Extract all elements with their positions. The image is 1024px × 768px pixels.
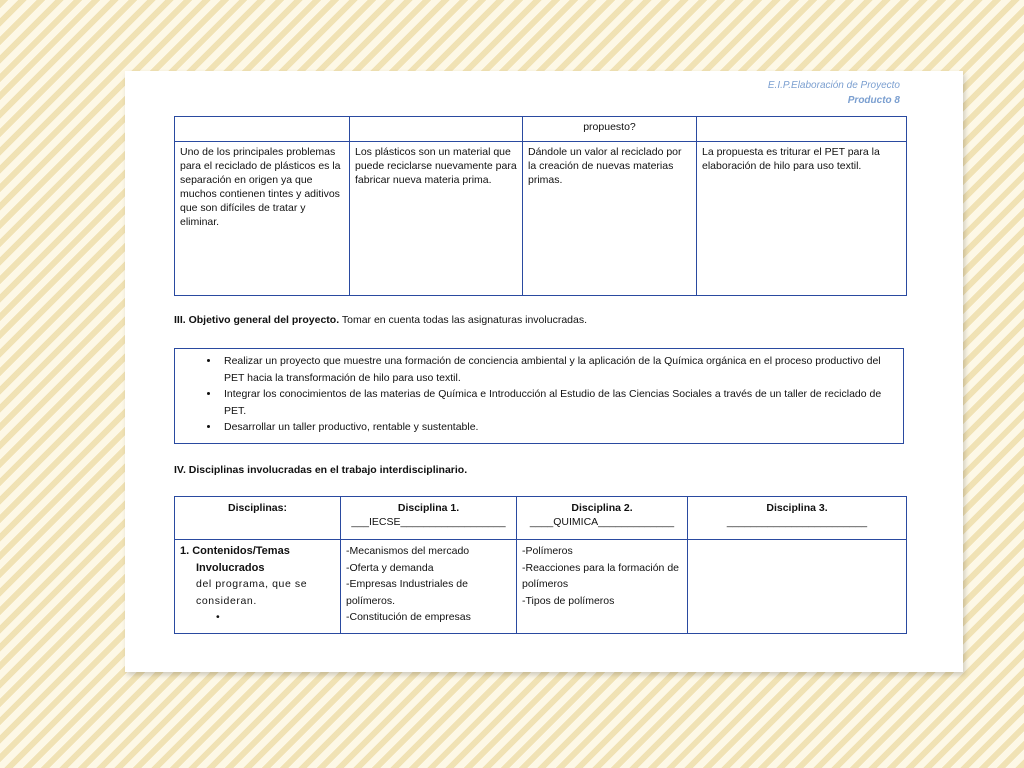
table-cell bbox=[175, 540, 341, 634]
disciplines-table bbox=[174, 496, 907, 634]
list-item: -Mecanismos del mercado bbox=[346, 545, 470, 557]
row-bullet: • bbox=[216, 611, 220, 623]
list-item: • Realizar un proyecto que muestre una formación de conciencia ambiental y la aplicación de la Química orgánica en el proceso productivo del PET hacia la transformación de hilo para uso textil. bbox=[220, 353, 903, 386]
header-cell bbox=[517, 497, 688, 540]
section-4-heading: IV. Disciplinas involucradas en el trabajo interdisciplinario. bbox=[174, 464, 468, 476]
document-page bbox=[125, 71, 963, 672]
objectives-list bbox=[175, 353, 903, 436]
table-cell: Los plásticos son un material que puede reciclarse nuevamente para fabricar nueva materia prima. bbox=[350, 142, 523, 296]
table-cell: Uno de los principales problemas para el reciclado de plásticos es la separación en origen ya que muchos contienen tintes y aditivos que son difíciles de tratar y eliminar. bbox=[175, 142, 350, 296]
header-label: Disciplina 3. bbox=[766, 502, 828, 514]
row-text: del programa, que se consideran. bbox=[196, 578, 308, 607]
list-item: -Empresas Industriales de polímeros. bbox=[346, 578, 468, 607]
table-header-row bbox=[175, 497, 907, 540]
table-cell bbox=[175, 117, 350, 142]
header-line-1: E.I.P.Elaboración de Proyecto bbox=[767, 80, 900, 91]
objectives-box bbox=[174, 348, 904, 444]
list-item: -Polímeros bbox=[522, 545, 573, 557]
table-row bbox=[175, 540, 907, 634]
list-item: -Constitución de empresas bbox=[346, 611, 471, 623]
list-item: -Reacciones para la formación de polímeros bbox=[522, 561, 679, 590]
header-label: Disciplina 1. bbox=[397, 502, 460, 514]
row-title-2: Involucrados bbox=[196, 561, 265, 574]
table-cell bbox=[350, 117, 523, 142]
header-line-2: Producto 8 bbox=[847, 95, 900, 106]
header-cell bbox=[175, 497, 341, 540]
list-item: -Tipos de polímeros bbox=[522, 594, 615, 607]
table-cell: Dándole un valor al reciclado por la creación de nuevas materias primas. bbox=[523, 142, 697, 296]
table-cell bbox=[341, 540, 517, 634]
table-cell bbox=[517, 540, 688, 634]
problem-table bbox=[174, 116, 907, 296]
header-cell bbox=[688, 497, 907, 540]
header-cell bbox=[341, 497, 517, 540]
header-label: Disciplina 2. bbox=[571, 502, 633, 514]
table-cell bbox=[688, 540, 907, 634]
header-sublabel: ________________________ bbox=[726, 516, 868, 528]
table-cell: propuesto? bbox=[523, 117, 697, 142]
table-row bbox=[175, 117, 907, 142]
table-cell: La propuesta es triturar el PET para la elaboración de hilo para uso textil. bbox=[697, 142, 907, 296]
header-sublabel: ___IECSE__________________ bbox=[351, 516, 506, 528]
header-label: Disciplinas: bbox=[228, 502, 287, 514]
section-3-title: III. Objetivo general del proyecto. bbox=[174, 314, 340, 326]
table-row bbox=[175, 142, 907, 296]
row-title: 1. Contenidos/Temas bbox=[180, 545, 290, 557]
section-3-text: Tomar en cuenta todas las asignaturas involucradas. bbox=[341, 314, 587, 326]
document-header bbox=[768, 78, 900, 108]
list-item: • Integrar los conocimientos de las materias de Química e Introducción al Estudio de las Ciencias Sociales a través de un taller de reciclado de PET. bbox=[220, 386, 903, 419]
list-item: -Oferta y demanda bbox=[346, 561, 434, 574]
header-sublabel: ____QUIMICA_____________ bbox=[529, 516, 675, 528]
section-3-heading bbox=[174, 314, 587, 326]
list-item: • Desarrollar un taller productivo, rentable y sustentable. bbox=[220, 419, 903, 436]
table-cell bbox=[697, 117, 907, 142]
